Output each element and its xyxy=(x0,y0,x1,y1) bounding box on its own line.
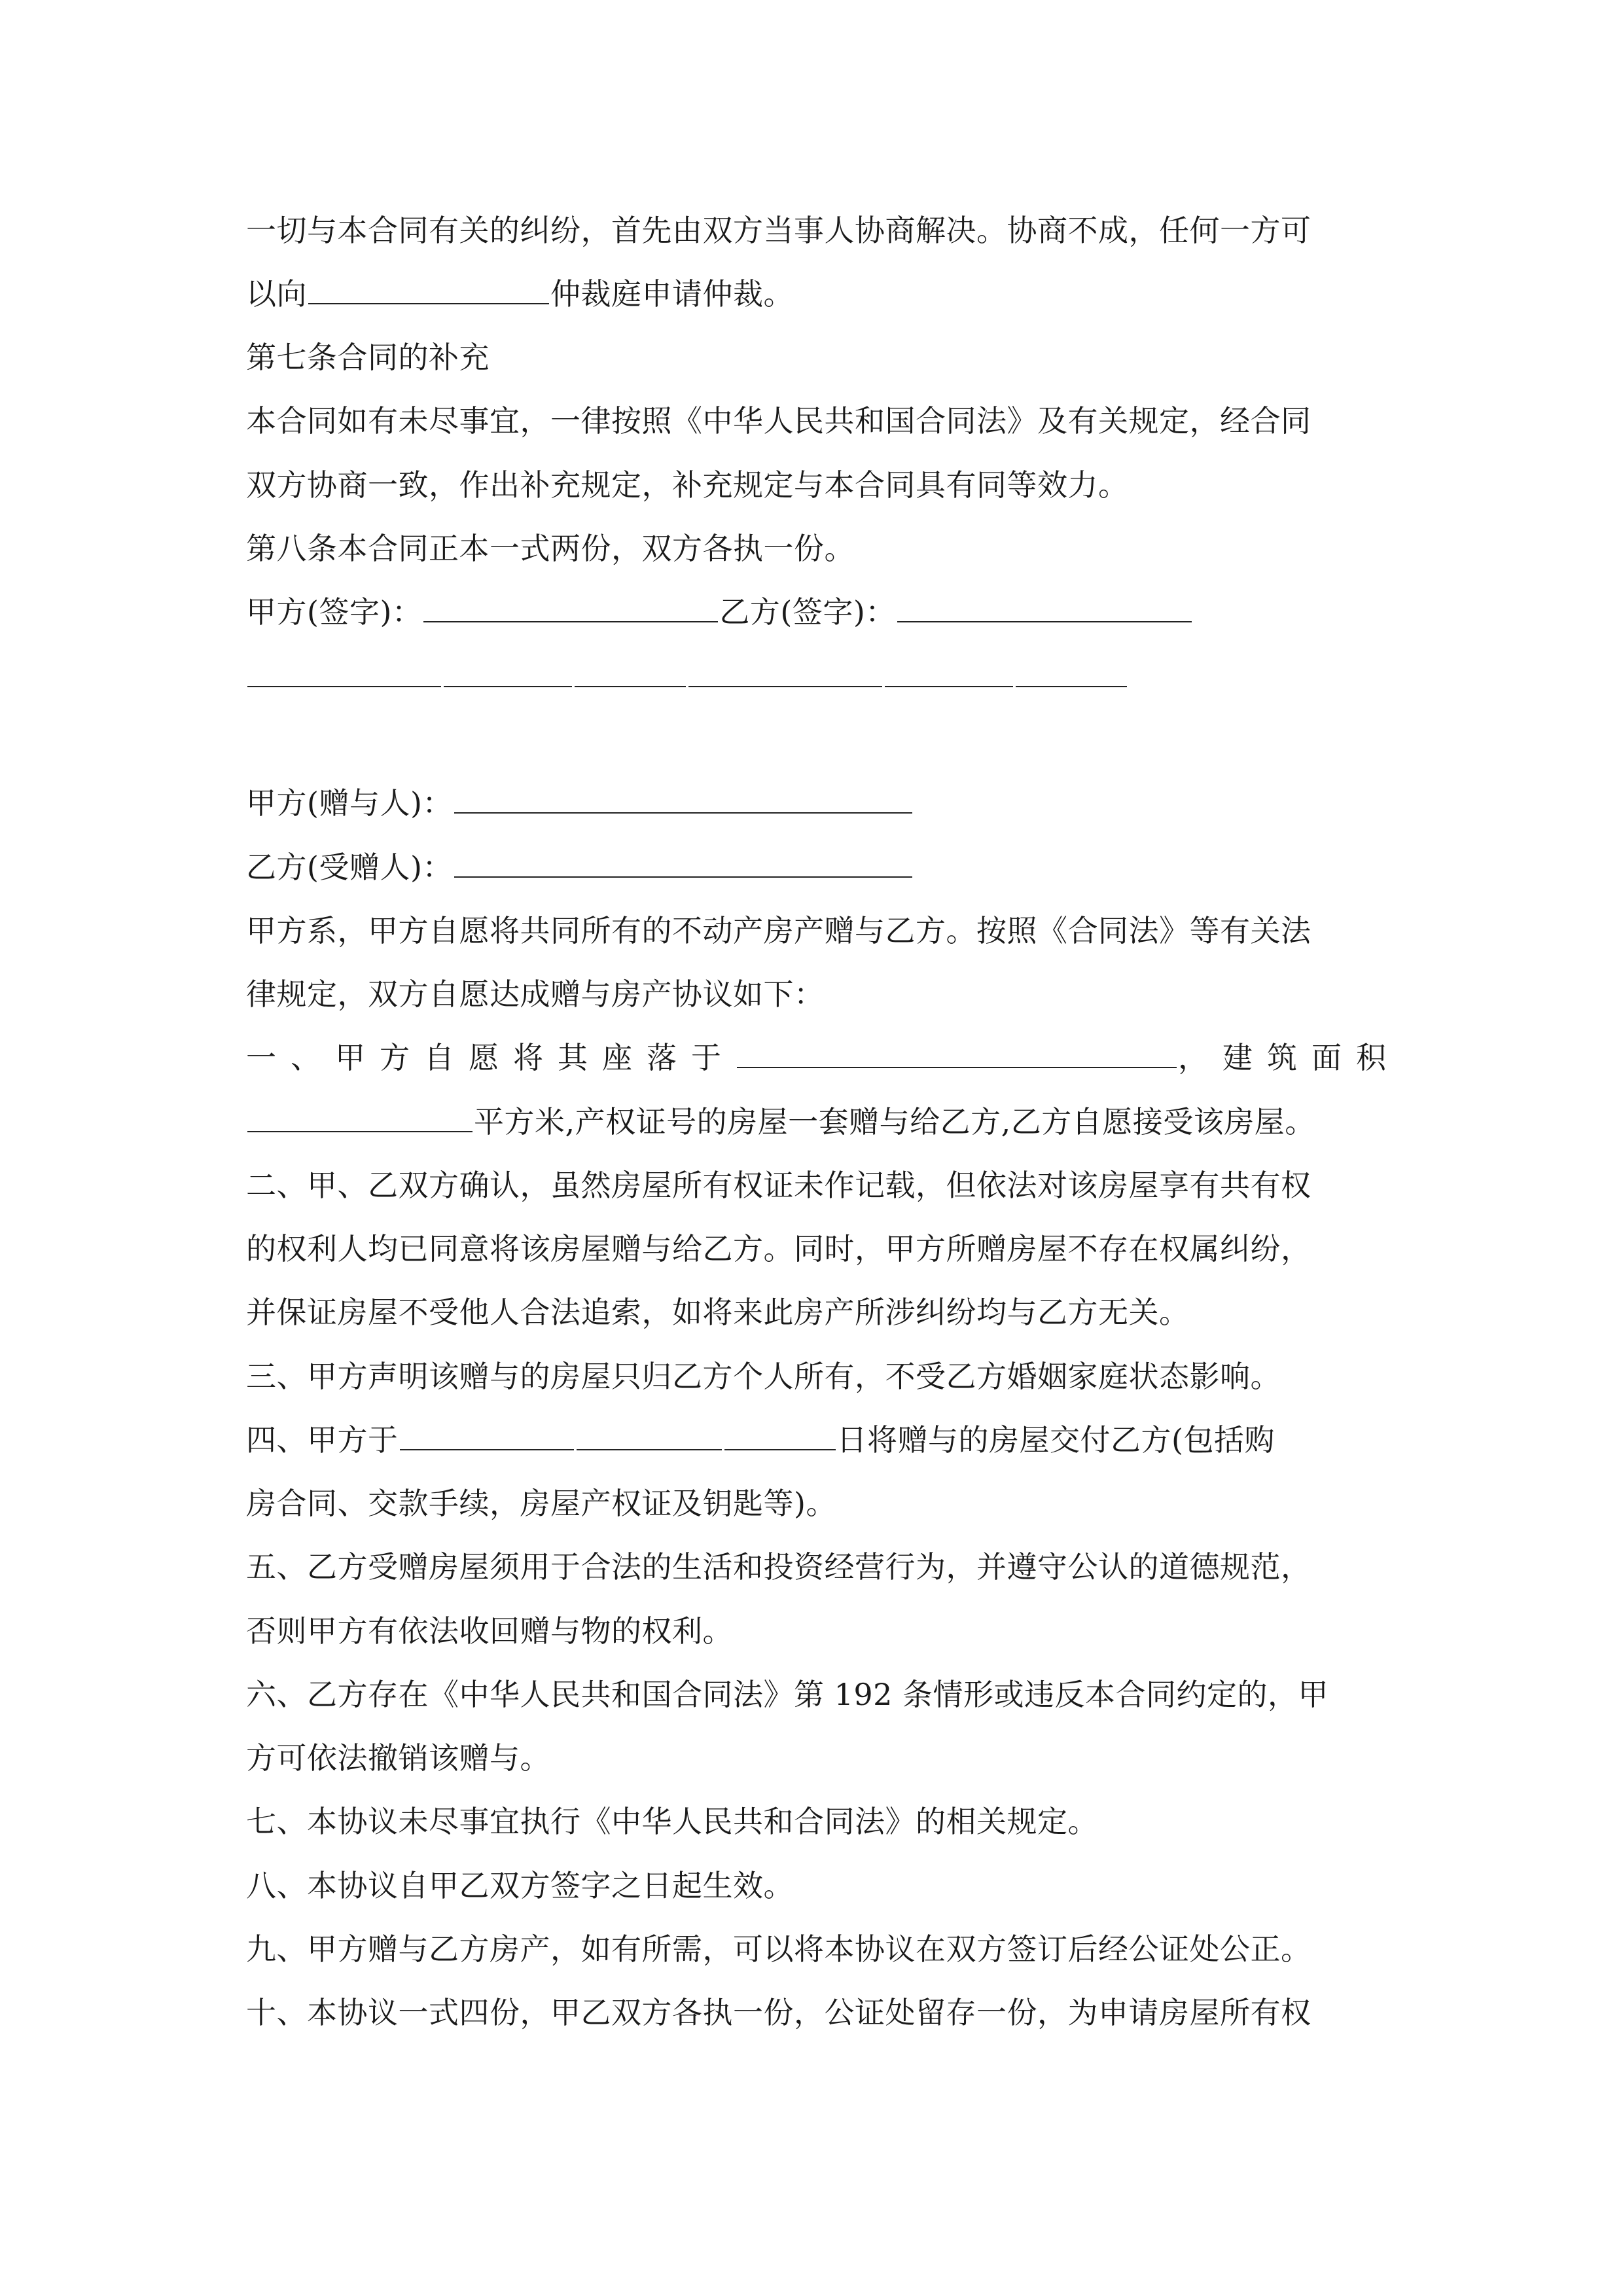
clause-text: 律规定，双方自愿达成赠与房产协议如下： xyxy=(246,977,825,1012)
clause-text: 六、乙方存在《中华人民共和国合同法》第 192 条情形或违反本合同约定的，甲 xyxy=(246,1677,1329,1712)
text-line xyxy=(246,1294,1190,1331)
donee-name-blank[interactable] xyxy=(454,850,912,878)
section-heading xyxy=(246,339,490,376)
month-blank[interactable] xyxy=(444,660,572,687)
text-line xyxy=(246,1676,1329,1713)
clause-text: 十、本协议一式四份，甲乙双方各执一份，公证处留存一份，为申请房屋所有权 xyxy=(246,1995,1311,2030)
arbitration-blank[interactable] xyxy=(308,277,549,304)
section-heading xyxy=(246,530,855,567)
clause-text: 九、甲方赠与乙方房产，如有所需，可以将本协议在双方签订后经公证处公正。 xyxy=(246,1931,1311,1967)
text-line xyxy=(246,1039,1400,1076)
donor-name-blank[interactable] xyxy=(454,786,912,814)
clause-text: ，建筑面积 xyxy=(1178,1040,1400,1075)
day-blank[interactable] xyxy=(1016,660,1127,687)
text-line xyxy=(246,467,1129,503)
clause-text: 二、甲、乙双方确认，虽然房屋所有权证未作记载，但依法对该房屋享有共有权 xyxy=(246,1168,1311,1203)
clause-text: 四、甲方于 xyxy=(246,1422,399,1458)
party-b-sign-label: 乙方(签字)： xyxy=(719,594,896,630)
property-location-blank[interactable] xyxy=(737,1041,1177,1068)
text-line xyxy=(246,1230,1311,1267)
heading-text: 第七条合同的补充 xyxy=(246,340,490,375)
text-line xyxy=(246,1803,1098,1840)
clause-text: 房合同、交款手续，房屋产权证及钥匙等)。 xyxy=(246,1486,836,1521)
text-line xyxy=(246,912,1311,949)
clause-text: 七、本协议未尽事宜执行《中华人民共和合同法》的相关规定。 xyxy=(246,1804,1098,1839)
clause-text: 一、甲方自愿将其座落于 xyxy=(246,1040,736,1075)
donor-label: 甲方(赠与人)： xyxy=(246,785,453,821)
party-a-sign-label: 甲方(签字)： xyxy=(246,594,423,630)
clause-text: 平方米,产权证号的房屋一套赠与给乙方,乙方自愿接受该房屋。 xyxy=(474,1104,1315,1139)
donee-label: 乙方(受赠人)： xyxy=(246,850,453,885)
text-line xyxy=(246,1867,794,1904)
party-line xyxy=(246,785,914,821)
text-line xyxy=(246,1994,1311,2031)
clause-text: 方可依法撤销该赠与。 xyxy=(246,1740,550,1776)
clause-text: 仲裁庭申请仲裁。 xyxy=(550,276,794,312)
text-line xyxy=(246,1549,1311,1585)
text-line xyxy=(246,1485,836,1522)
month-blank[interactable] xyxy=(885,660,1013,687)
text-line xyxy=(246,212,1311,249)
party-a-signature-blank[interactable] xyxy=(423,595,718,622)
clause-text: 八、本协议自甲乙双方签字之日起生效。 xyxy=(246,1868,794,1903)
area-blank[interactable] xyxy=(247,1105,473,1132)
text-line xyxy=(246,1167,1311,1204)
clause-text: 否则甲方有依法收回赠与物的权利。 xyxy=(246,1613,733,1649)
heading-text: 第八条本合同正本一式两份，双方各执一份。 xyxy=(246,531,855,566)
signature-line xyxy=(246,594,1193,630)
clause-text: 本合同如有未尽事宜，一律按照《中华人民共和国合同法》及有关规定，经合同 xyxy=(246,403,1311,439)
clause-text: 以向 xyxy=(246,276,307,312)
clause-text: 甲方系，甲方自愿将共同所有的不动产房产赠与乙方。按照《合同法》等有关法 xyxy=(246,913,1311,948)
date-line xyxy=(246,658,1128,695)
handover-day-blank[interactable] xyxy=(724,1423,836,1450)
clause-text: 并保证房屋不受他人合法追索，如将来此房产所涉纠纷均与乙方无关。 xyxy=(246,1295,1190,1330)
text-line xyxy=(246,276,794,312)
text-line xyxy=(246,1103,1315,1140)
year-blank[interactable] xyxy=(247,660,441,687)
text-line xyxy=(246,1740,550,1776)
clause-text: 一切与本合同有关的纠纷，首先由双方当事人协商解决。协商不成，任何一方可 xyxy=(246,213,1311,248)
text-line xyxy=(246,1613,733,1649)
handover-month-blank[interactable] xyxy=(577,1423,722,1450)
clause-text: 双方协商一致，作出补充规定，补充规定与本合同具有同等效力。 xyxy=(246,467,1129,503)
clause-text: 日将赠与的房屋交付乙方(包括购 xyxy=(836,1422,1275,1458)
text-line xyxy=(246,976,825,1013)
text-line xyxy=(246,1358,1281,1395)
party-line xyxy=(246,849,914,886)
clause-text: 五、乙方受赠房屋须用于合法的生活和投资经营行为，并遵守公认的道德规范， xyxy=(246,1549,1311,1585)
handover-year-blank[interactable] xyxy=(400,1423,574,1450)
text-line xyxy=(246,403,1311,439)
year-blank[interactable] xyxy=(688,660,882,687)
clause-text: 三、甲方声明该赠与的房屋只归乙方个人所有，不受乙方婚姻家庭状态影响。 xyxy=(246,1359,1281,1394)
day-blank[interactable] xyxy=(575,660,686,687)
clause-text: 的权利人均已同意将该房屋赠与给乙方。同时，甲方所赠房屋不存在权属纠纷， xyxy=(246,1231,1311,1266)
party-b-signature-blank[interactable] xyxy=(897,595,1192,622)
text-line xyxy=(246,1422,1275,1458)
text-line xyxy=(246,1931,1311,1967)
